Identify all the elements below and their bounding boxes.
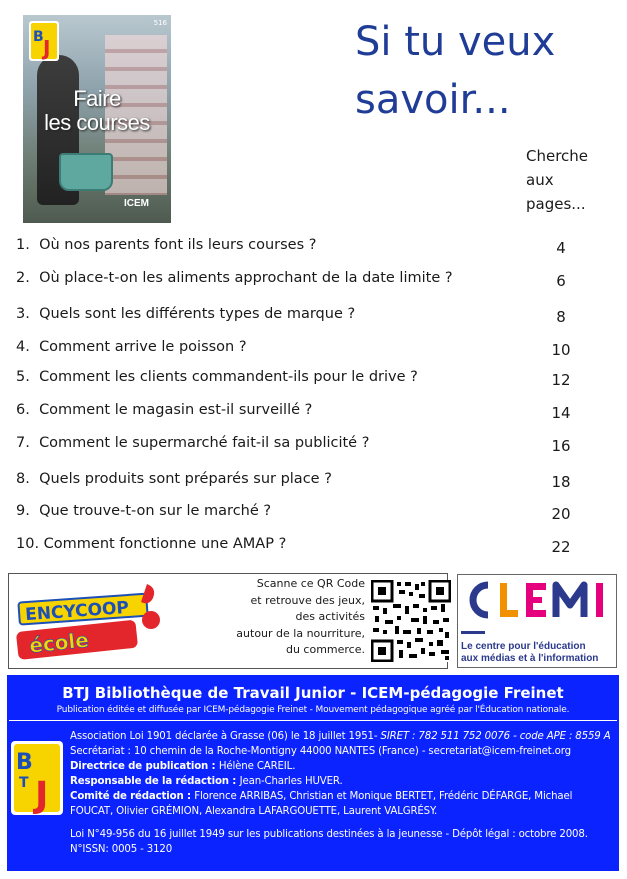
pages-hint-line2: aux (526, 171, 554, 189)
question-text: 4. Comment arrive le poisson ? (16, 339, 247, 355)
question-text: 9. Que trouve-t-on sur le marché ? (16, 503, 272, 519)
question-text: 2. Où place-t-on les aliments approchant de la date limite ? (16, 270, 453, 286)
question-text: 6. Comment le magasin est-il surveillé ? (16, 402, 313, 418)
question-list (16, 233, 606, 563)
clemi-logo (462, 577, 614, 623)
question-page-number: 16 (551, 437, 571, 455)
question-page-number: 12 (551, 371, 571, 389)
page-title-line2: savoir... (355, 77, 511, 123)
question-item (16, 532, 606, 565)
question-text: 10. Comment fonctionne une AMAP ? (16, 536, 287, 552)
question-page-number: 10 (551, 341, 571, 359)
cover-image (23, 15, 171, 223)
footer-divider (9, 720, 617, 721)
encycoop-text-line5: du commerce. (285, 643, 365, 656)
pages-hint-line1: Cherche (526, 147, 589, 165)
footer-law: Loi N°49-956 du 16 juillet 1949 sur les publications destinées à la jeunesse - Dépôt légal : octobre 2008. (70, 829, 588, 840)
footer-subtitle: Publication éditée et diffusée par ICEM-pédagogie Freinet - Mouvement pédagogique agréé par l'Éducation nationale. (56, 705, 570, 715)
question-text: 7. Comment le supermarché fait-il sa publicité ? (16, 435, 370, 451)
footer-committee: Comité de rédaction : Florence ARRIBAS, Christian et Monique BERTET, Frédéric DÉFARGE, Michael (70, 791, 573, 802)
cover-logo-b: B (33, 29, 44, 45)
btj-logo-b: B (16, 750, 33, 775)
btj-logo-j: J (35, 775, 49, 815)
footer-direction: Directrice de publication : Hélène CAREIL. (70, 761, 296, 772)
cover-publisher (124, 198, 149, 209)
footer-imprint (7, 675, 619, 871)
clemi-divider (461, 631, 485, 634)
question-item (16, 499, 606, 532)
question-text: 1. Où nos parents font ils leurs courses ? (16, 237, 317, 253)
question-page-number: 4 (556, 239, 566, 257)
cover-title (23, 87, 171, 135)
question-item (16, 365, 606, 398)
encycoop-instructions (205, 576, 365, 659)
footer-redaction-responsible: Responsable de la rédaction : Jean-Charles HUVER. (70, 776, 343, 787)
question-item (16, 335, 606, 368)
btj-logo (11, 741, 63, 815)
pages-column-header (526, 144, 606, 216)
cover-publisher-name: ICEM (124, 198, 149, 209)
footer-secretariat: Secrétariat : 10 chemin de la Roche-Montigny 44000 NANTES (France) - secretariat@icem-freinet.org (70, 746, 571, 757)
encycoop-logo (15, 580, 165, 662)
footer-association: Association Loi 1901 déclarée à Grasse (06) le 18 juillet 1951- SIRET : 782 511 752 0076 - code APE : 8559 A (70, 731, 611, 742)
question-page-number: 6 (556, 272, 566, 290)
pages-hint-line3: pages... (526, 195, 586, 213)
encycoop-text-line2: et retrouve des jeux, (250, 593, 365, 607)
encycoop-text-line3: des activités (295, 610, 365, 623)
cover-logo-j: J (43, 36, 51, 60)
encycoop-text-line4: autour de la nourriture, (236, 626, 365, 640)
page-title-line1: Si tu veux (355, 19, 556, 65)
clemi-tagline-line2: aux médias et à l'information (461, 653, 599, 664)
question-item (16, 431, 606, 464)
footer-issn: N°ISSN: 0005 - 3120 (70, 844, 173, 855)
question-page-number: 22 (551, 538, 571, 556)
encycoop-box (8, 573, 448, 669)
cover-shopping-basket (59, 153, 113, 191)
clemi-logo-text: CLEMI (462, 577, 466, 578)
clemi-tagline (461, 641, 598, 665)
encycoop-logo-word: ENCYCOOP (24, 597, 130, 626)
question-page-number: 18 (551, 473, 571, 491)
question-item (16, 467, 606, 500)
question-text: 3. Quels sont les différents types de marque ? (16, 306, 356, 322)
question-item (16, 266, 606, 299)
encycoop-text-line1: Scanne ce QR Code (256, 577, 365, 590)
clemi-tagline-line1: Le centre pour l'éducation (461, 641, 586, 652)
question-page-number: 14 (551, 404, 571, 422)
question-text: 8. Quels produits sont préparés sur place ? (16, 471, 332, 487)
page-title (355, 13, 615, 129)
cover-title-line1: Faire (73, 86, 121, 111)
question-item (16, 302, 606, 335)
footer-details (70, 729, 618, 857)
encycoop-logo-ecole: école (28, 627, 90, 658)
question-page-number: 20 (551, 505, 571, 523)
clemi-box (457, 574, 617, 668)
question-text: 5. Comment les clients commandent-ils pour le drive ? (16, 369, 418, 385)
question-item (16, 398, 606, 431)
btj-logo-t: T (19, 775, 29, 791)
question-page-number: 8 (556, 308, 566, 326)
footer-title: BTJ Bibliothèque de Travail Junior - ICEM-pédagogie Freinet (62, 684, 564, 702)
footer-committee-cont: FOUCAT, Olivier GRÉMION, Alexandra LAFARGOUETTE, Laurent VALGRÉSY. (70, 806, 438, 817)
question-item (16, 233, 606, 266)
cover-btj-logo (29, 21, 59, 61)
cover-title-line2: les courses (44, 110, 150, 135)
cover-issue-number: 516 (153, 19, 167, 27)
qr-code-icon[interactable] (371, 580, 451, 662)
